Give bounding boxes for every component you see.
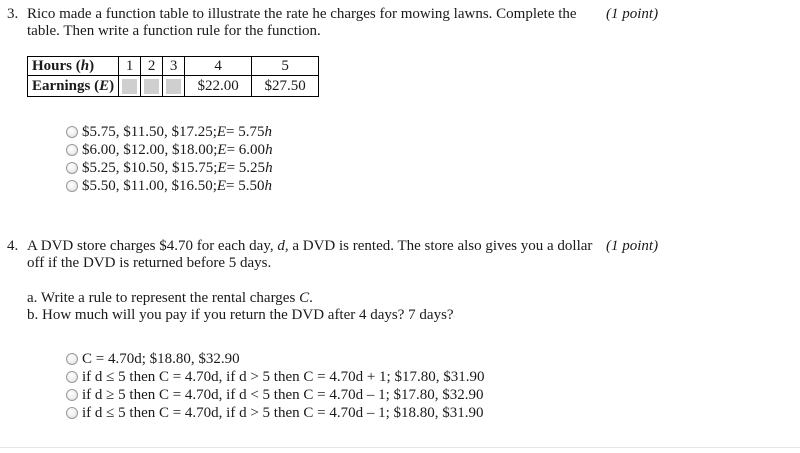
radio-icon[interactable] <box>66 126 78 138</box>
question-4-part-b: b. How much will you pay if you return the DVD after 4 days? 7 days? <box>27 307 454 323</box>
hours-cell-5: 5 <box>252 57 319 76</box>
radio-icon[interactable] <box>66 180 78 192</box>
q4-choice-3[interactable]: if d ≥ 5 then C = 4.70d, if d < 5 then C = 4.70d – 1; $17.80, $32.90 <box>66 386 484 404</box>
q3-choice-1[interactable]: $5.75, $11.50, $17.25; E = 5.75 h <box>66 123 272 141</box>
earnings-label: Earnings (E) <box>28 76 119 97</box>
question-4-text-line1: A DVD store charges $4.70 for each day, d, a DVD is rented. The store also gives you a dollar <box>27 238 593 254</box>
question-3-text-line2: table. Then write a function rule for the function. <box>27 23 321 39</box>
radio-icon[interactable] <box>66 162 78 174</box>
earnings-row <box>28 76 319 97</box>
hours-label: Hours (h) <box>28 57 119 76</box>
hours-cell-3: 3 <box>163 57 185 76</box>
hours-cell-4: 4 <box>185 57 252 76</box>
radio-icon[interactable] <box>66 389 78 401</box>
function-table <box>27 56 319 97</box>
bottom-divider <box>0 447 800 448</box>
radio-icon[interactable] <box>66 371 78 383</box>
earnings-blank-2[interactable] <box>141 76 163 97</box>
hours-cell-2: 2 <box>141 57 163 76</box>
question-4-part-a: a. Write a rule to represent the rental charges C. <box>27 290 313 306</box>
q4-choice-4[interactable]: if d ≤ 5 then C = 4.70d, if d > 5 then C = 4.70d – 1; $18.80, $31.90 <box>66 404 484 422</box>
hours-cell-1: 1 <box>119 57 141 76</box>
question-4-number: 4. <box>7 238 19 254</box>
hours-row <box>28 57 319 76</box>
earnings-cell-4: $22.00 <box>185 76 252 97</box>
q3-choice-4[interactable]: $5.50, $11.00, $16.50; E = 5.50 h <box>66 177 272 195</box>
radio-icon[interactable] <box>66 407 78 419</box>
earnings-blank-1[interactable] <box>119 76 141 97</box>
question-3-points: (1 point) <box>606 6 659 22</box>
radio-icon[interactable] <box>66 353 78 365</box>
radio-icon[interactable] <box>66 144 78 156</box>
question-4-points: (1 point) <box>606 238 659 254</box>
question-4-text-line2: off if the DVD is returned before 5 days. <box>27 255 272 271</box>
q3-choice-3[interactable]: $5.25, $10.50, $15.75; E = 5.25 h <box>66 159 273 177</box>
q4-choice-2[interactable]: if d ≤ 5 then C = 4.70d, if d > 5 then C = 4.70d + 1; $17.80, $31.90 <box>66 368 484 386</box>
earnings-blank-3[interactable] <box>163 76 185 97</box>
question-3-text-line1: Rico made a function table to illustrate the rate he charges for mowing lawns. Complete the <box>27 6 577 22</box>
earnings-cell-5: $27.50 <box>252 76 319 97</box>
q4-choice-1[interactable]: C = 4.70d; $18.80, $32.90 <box>66 350 240 368</box>
q3-choice-2[interactable]: $6.00, $12.00, $18.00; E = 6.00 h <box>66 141 273 159</box>
question-3-number: 3. <box>7 6 19 22</box>
